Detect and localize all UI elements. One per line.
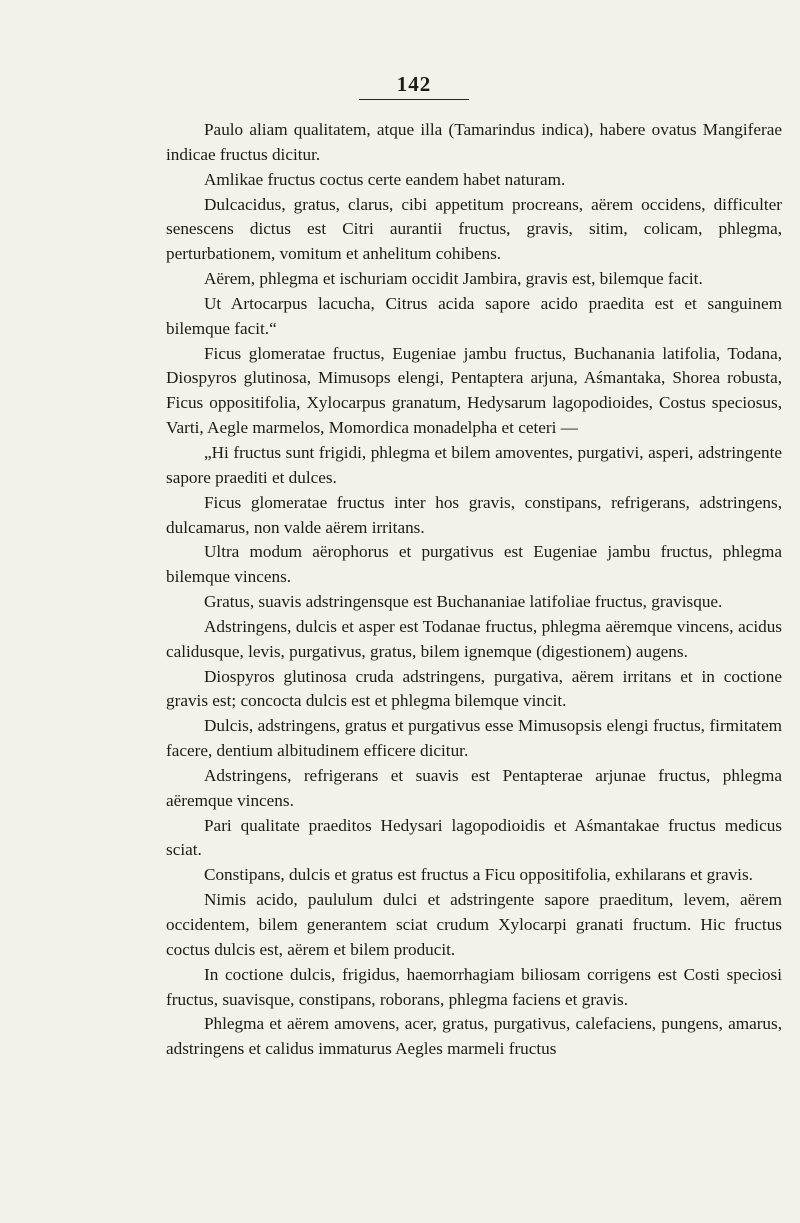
- page-header: [0, 72, 800, 100]
- paragraph: Diospyros glutinosa cruda adstringens, purgativa, aërem irritans et in coctione gravis est; concocta dulcis est et phlegma bilemque vincit.: [166, 666, 782, 711]
- paragraph: Pari qualitate praeditos Hedysari lagopodioidis et Aśmantakae fructus medicus sciat.: [166, 815, 782, 860]
- paragraph: Dulcacidus, gratus, clarus, cibi appetitum procreans, aërem occidens, difficulter senescens dictus est Citri aurantii fructus, gravis, sitim, colicam, phlegma, perturbationem, vomitum et anhelitum cohibens.: [166, 194, 782, 264]
- paragraph: Adstringens, refrigerans et suavis est Pentapterae arjunae fructus, phlegma aëremque vincens.: [166, 765, 782, 810]
- paragraph: Nimis acido, paululum dulci et adstringente sapore praeditum, levem, aërem occidentem, bilem generantem sciat crudum Xylocarpi granati fructum. Hic fructus coctus dulcis est, aërem et bilem producit.: [166, 890, 782, 959]
- paragraph: „Hi fructus sunt frigidi, phlegma et bilem amoventes, purgativi, asperi, adstringente sapore praediti et dulces.: [166, 442, 782, 487]
- paragraph: Dulcis, adstringens, gratus et purgativus esse Mimusopsis elengi fructus, firmitatem facere, dentium albitudinem efficere dicitur.: [166, 716, 782, 761]
- paragraph: In coctione dulcis, frigidus, haemorrhagiam biliosam corrigens est Costi speciosi fructus, suavisque, constipans, roborans, phlegma faciens et gravis.: [166, 964, 782, 1009]
- paragraph: Ut Artocarpus lacucha, Citrus acida sapore acido praedita est et sanguinem bilemque facit.“: [166, 293, 782, 338]
- paragraph: Paulo aliam qualitatem, atque illa (Tamarindus indica), habere ovatus Mangiferae indicae fructus dicitur.: [166, 120, 782, 164]
- paragraph: Gratus, suavis adstringensque est Buchananiae latifoliae fructus, gravisque.: [204, 592, 723, 612]
- body-text: [166, 118, 782, 1062]
- paragraph: Amlikae fructus coctus certe eandem habet naturam.: [204, 169, 566, 189]
- paragraph: Aërem, phlegma et ischuriam occidit Jambira, gravis est, bilemque facit.: [204, 269, 703, 289]
- page-number: 142: [359, 72, 470, 100]
- paragraph: Constipans, dulcis et gratus est fructus a Ficu oppositifolia, exhilarans et gravis.: [204, 865, 753, 885]
- paragraph: Adstringens, dulcis et asper est Todanae fructus, phlegma aëremque vincens, acidus calidusque, levis, purgativus, gratus, bilem ignemque (digestionem) augens.: [166, 616, 782, 661]
- paragraph: Ficus glomeratae fructus, Eugeniae jambu fructus, Buchanania latifolia, Todana, Diospyros glutinosa, Mimusops elengi, Pentaptera arjuna, Aśmantaka, Shorea robusta, Ficus oppositifolia, Xylocarpus granatum, Hedysarum lagopodioides, Costus speciosus, Varti, Aegle marmelos, Momordica monadelpha et ceteri —: [166, 343, 782, 438]
- paragraph: Ultra modum aërophorus et purgativus est Eugeniae jambu fructus, phlegma bilemque vincens.: [166, 542, 782, 587]
- paragraph: Ficus glomeratae fructus inter hos gravis, constipans, refrigerans, adstringens, dulcamarus, non valde aërem irritans.: [166, 492, 782, 537]
- paragraph: Phlegma et aërem amovens, acer, gratus, purgativus, calefaciens, pungens, amarus, adstringens et calidus immaturus Aegles marmeli fructus: [166, 1014, 782, 1059]
